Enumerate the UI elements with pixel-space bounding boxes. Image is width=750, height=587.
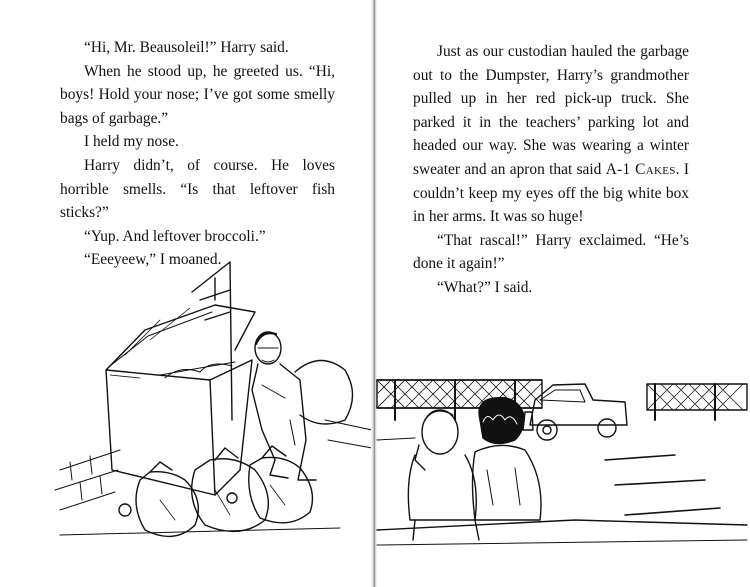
paragraph-text: Just as our custodian hauled the garbage out to the Dumpster, Harry’s grandmother pulled up in her red pick-up truck. She parked it in the teachers’ parking lot and headed our way. She was wearing a winter sweater and an apron that said xyxy=(413,43,689,178)
paragraph: “Eeeyeew,” I moaned. xyxy=(84,251,222,269)
boys-parking-lot-truck-illustration xyxy=(375,0,750,587)
right-page xyxy=(375,0,750,587)
dumpster-custodian-illustration xyxy=(0,0,373,587)
paragraph: Harry didn’t, of course. He loves horrible smells. “Is that leftover fish sticks?” xyxy=(60,156,335,222)
paragraph: “What?” I said. xyxy=(437,278,533,296)
paragraph: When he stood up, he greeted us. “Hi, boys! Hold your nose; I’ve got some smelly bags of garbage.” xyxy=(60,62,335,127)
apron-text: A-1 Cakes xyxy=(605,160,676,178)
paragraph: I held my nose. xyxy=(84,133,179,151)
paragraph: “Yup. And leftover broccoli.” xyxy=(84,227,266,245)
paragraph: “Hi, Mr. Beausoleil!” Harry said. xyxy=(84,39,289,56)
left-page xyxy=(0,0,373,587)
paragraph: “That rascal!” Harry exclaimed. “He’s done it again!” xyxy=(413,231,689,273)
paragraph-text: . I couldn’t keep my eyes off the big white box in her arms. It was so huge! xyxy=(413,160,689,226)
